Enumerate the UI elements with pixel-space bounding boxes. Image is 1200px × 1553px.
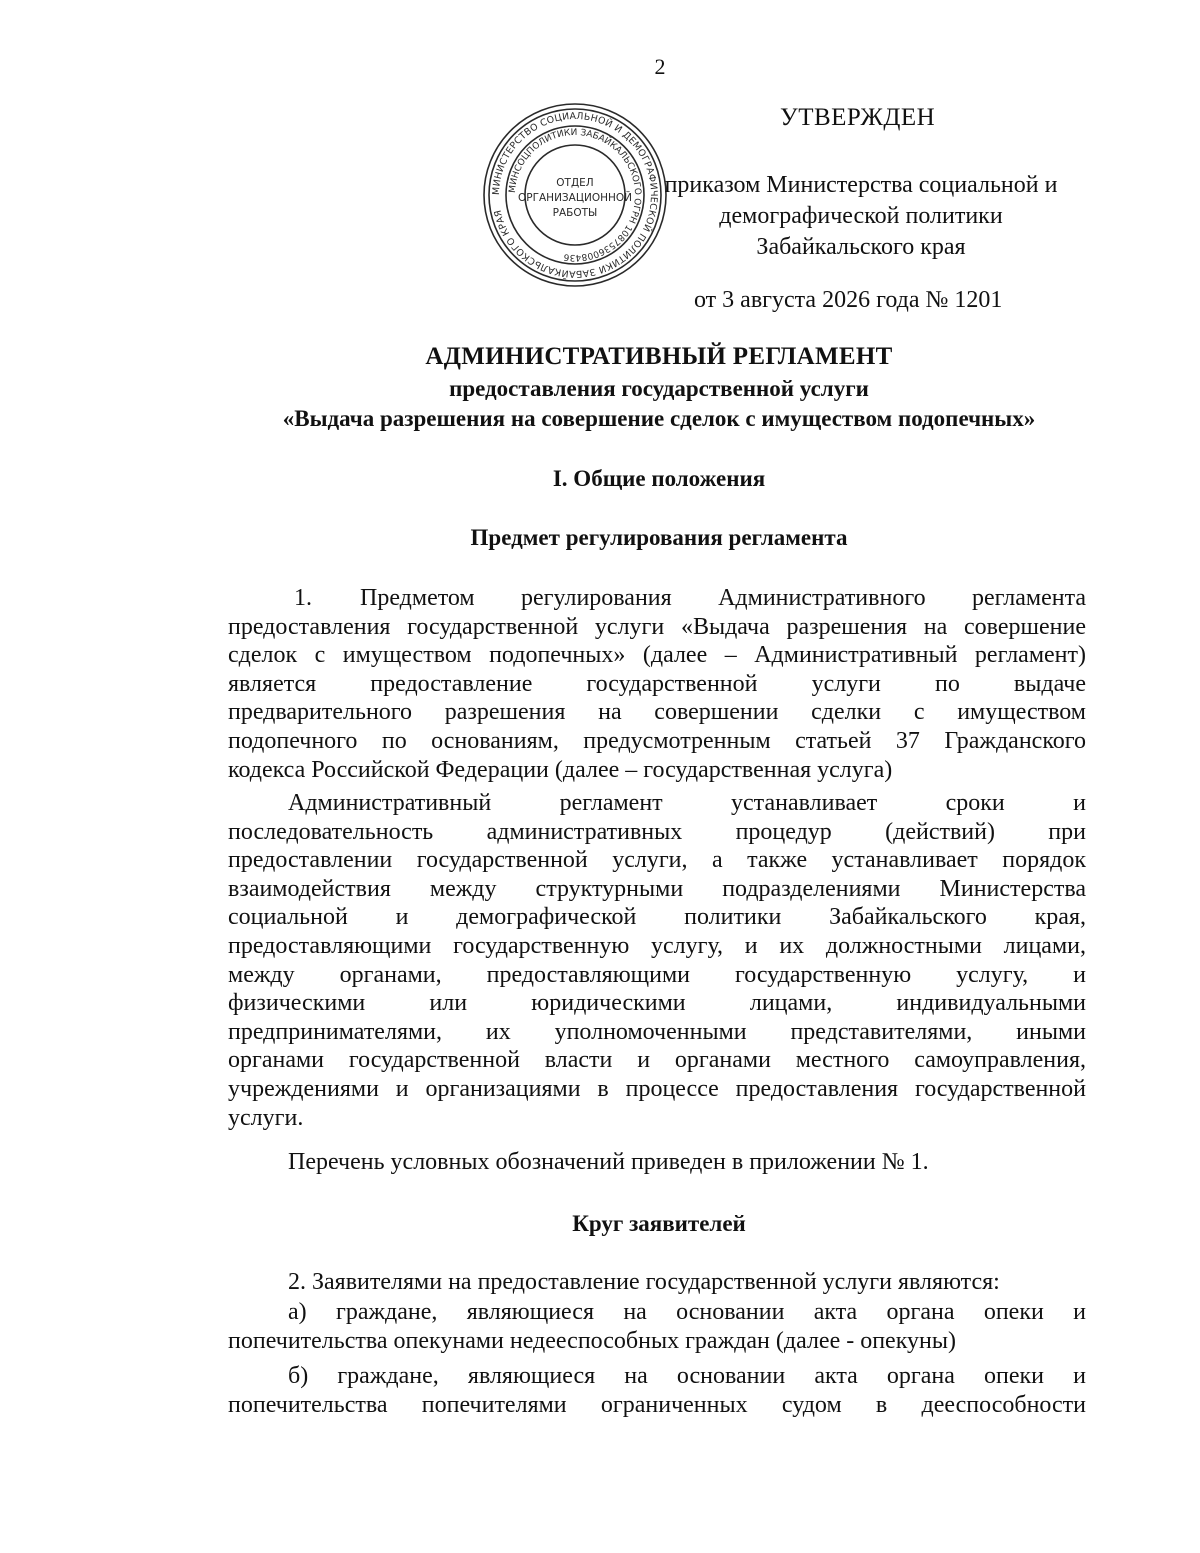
title-subtitle-1: предоставления государственной услуги <box>449 376 869 401</box>
paragraph-1 <box>228 584 1086 784</box>
paragraph-1-line: сделок с имуществом подопечных» (далее – Административный регламент) <box>228 642 1086 669</box>
paragraph-2 <box>228 789 1086 1132</box>
page-number: 2 <box>654 54 666 79</box>
approval-line-3: Забайкальского края <box>756 234 966 260</box>
official-seal <box>480 100 670 290</box>
subsection-heading-applicants: Круг заявителей <box>572 1211 746 1236</box>
list-item-b-line: б) граждане, являющиеся на основании акта органа опеки и <box>288 1363 1086 1389</box>
approval-body <box>648 170 1074 263</box>
paragraph-2-line: органами государственной власти и органами местного самоуправления, <box>228 1047 1086 1074</box>
list-item-b-line: попечительства попечителями ограниченных судом в дееспособности <box>228 1391 1086 1418</box>
paragraph-2-line: между органами, предоставляющими государственную услугу, и <box>228 961 1086 988</box>
paragraph-1-line: является предоставление государственной услуги по выдаче <box>228 670 1086 697</box>
document-title <box>200 340 1118 434</box>
list-item-b <box>228 1362 1086 1419</box>
paragraph-1-line: предоставления государственной услуги «Выдача разрешения на совершение <box>228 613 1086 640</box>
approval-line-2: демографической политики <box>719 203 1003 229</box>
paragraph-2-line: взаимодействия между структурными подразделениями Министерства <box>228 875 1086 902</box>
list-item-a-line: а) граждане, являющиеся на основании акта органа опеки и <box>288 1299 1086 1325</box>
paragraph-1-line: предварительного разрешения на совершении сделки с имуществом <box>228 699 1086 726</box>
paragraph-1-first-line-text: Предметом регулирования Административного регламента <box>360 585 1086 611</box>
seal-center-line-3: РАБОТЫ <box>552 207 598 219</box>
paragraph-3: Перечень условных обозначений приведен в приложении № 1. <box>288 1149 929 1175</box>
subsection-heading-subject: Предмет регулирования регламента <box>470 525 848 550</box>
paragraph-4: 2. Заявителями на предоставление государственной услуги являются: <box>288 1269 1000 1295</box>
paragraph-1-number: 1. <box>294 585 312 611</box>
list-item-a-line: попечительства опекунами недееспособных граждан (далее - опекуны) <box>228 1327 956 1354</box>
paragraph-2-line: физическими или юридическими лицами, индивидуальными <box>228 990 1086 1017</box>
paragraph-2-line: социальной и демографической политики Забайкальского края, <box>228 904 1086 931</box>
approval-line-1: приказом Министерства социальной и <box>664 172 1058 198</box>
paragraph-2-line: учреждениями и организациями в процессе предоставления государственной <box>228 1075 1086 1102</box>
paragraph-2-line: последовательность административных процедур (действий) при <box>228 818 1086 845</box>
paragraph-2-line: Административный регламент устанавливает сроки и <box>288 790 1086 816</box>
paragraph-1-line: подопечного по основаниям, предусмотренным статьей 37 Гражданского <box>228 727 1086 754</box>
title-main: АДМИНИСТРАТИВНЫЙ РЕГЛАМЕНТ <box>425 343 893 370</box>
paragraph-1-line: кодекса Российской Федерации (далее – государственная услуга) <box>228 756 893 783</box>
list-item-a <box>228 1298 1086 1355</box>
approval-date: от 3 августа 2026 года № 1201 <box>694 287 1003 313</box>
section-heading: I. Общие положения <box>552 466 766 491</box>
paragraph-1-first-line <box>228 584 1086 613</box>
seal-inner-text: МИНСОЦПОЛИТИКИ ЗАБАЙКАЛЬСКОГО ОГРН 1087536008436 <box>507 127 643 263</box>
paragraph-2-line: предпринимателями, их уполномоченными представителями, иными <box>228 1018 1086 1045</box>
paragraph-2-line: предоставляющими государственную услугу, и их должностными лицами, <box>228 932 1086 959</box>
paragraph-2-line: предоставлении государственной услуги, а также устанавливает порядок <box>228 847 1086 874</box>
title-subtitle-2: «Выдача разрешения на совершение сделок с имуществом подопечных» <box>282 406 1036 431</box>
approval-heading: УТВЕРЖДЕН <box>780 104 936 131</box>
seal-outer-text: МИНИСТЕРСТВО СОЦИАЛЬНОЙ И ДЕМОГРАФИЧЕСКОЙ ПОЛИТИКИ ЗАБАЙКАЛЬСКОГО КРАЯ <box>490 110 660 280</box>
seal-center-line-2: ОРГАНИЗАЦИОННОЙ <box>517 192 633 204</box>
seal-center-line-1: ОТДЕЛ <box>556 177 594 189</box>
paragraph-2-line: услуги. <box>228 1104 304 1131</box>
